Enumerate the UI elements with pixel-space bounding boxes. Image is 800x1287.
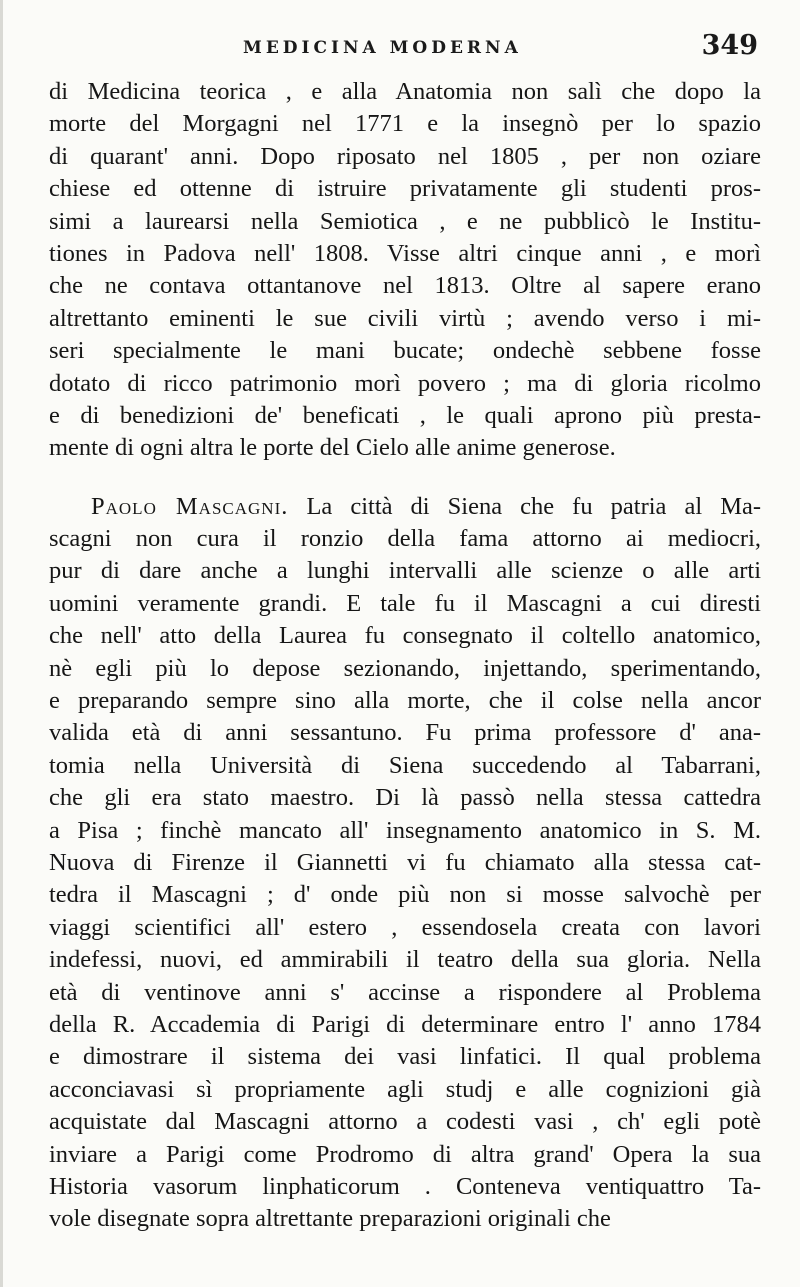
text-line: chiese ed ottenne di istruire privatamente gli studenti pros-: [49, 175, 761, 203]
text-line-first: [49, 491, 761, 523]
text-line: di quarant' anni. Dopo riposato nel 1805 , per non oziare: [49, 142, 761, 170]
text-line: a Pisa ; finchè mancato all' insegnamento anatomico in S. M.: [49, 816, 761, 844]
text-line: dotato di ricco patrimonio morì povero ; ma di gloria ricolmo: [49, 369, 761, 397]
text-line: simi a laurearsi nella Semiotica , e ne pubblicò le Institu-: [49, 207, 761, 235]
text-line: pur di dare anche a lunghi intervalli alle scienze o alle arti: [49, 557, 761, 585]
paragraph-gap: [49, 465, 761, 491]
text-line: valida età di anni sessantuno. Fu prima professore d' ana-: [49, 719, 761, 747]
text-line: che ne contava ottantanove nel 1813. Oltre al sapere erano: [49, 272, 761, 300]
text-line: tiones in Padova nell' 1808. Visse altri cinque anni , e morì: [49, 239, 761, 267]
text-line: viaggi scientifici all' estero , essendosela creata con lavori: [49, 913, 761, 941]
text-line: uomini veramente grandi. E tale fu il Mascagni a cui diresti: [49, 589, 761, 617]
text-line: altrettanto eminenti le sue civili virtù ; avendo verso i mi-: [49, 304, 761, 332]
page-number: 349: [701, 30, 758, 61]
paragraph-2: [49, 491, 761, 1236]
text-line: indefessi, nuovi, ed ammirabili il teatro della sua gloria. Nella: [49, 946, 761, 974]
text-line: inviare a Parigi come Prodromo di altra grand' Opera la sua: [49, 1140, 761, 1168]
section-heading: Paolo Mascagni.: [91, 492, 289, 520]
text-line: età di ventinove anni s' accinse a rispondere al Problema: [49, 978, 761, 1006]
text-line: morte del Morgagni nel 1771 e la insegnò per lo spazio: [49, 110, 761, 138]
text-line: e dimostrare il sistema dei vasi linfatici. Il qual problema: [49, 1043, 761, 1071]
text-line: tedra il Mascagni ; d' onde più non si mosse salvochè per: [49, 881, 761, 909]
text-line: e preparando sempre sino alla morte, che il colse nella ancor: [49, 687, 761, 715]
text-line: scagni non cura il ronzio della fama attorno ai mediocri,: [49, 525, 761, 553]
text-line: acquistate dal Mascagni attorno a codesti vasi , ch' egli potè: [49, 1108, 761, 1136]
page-header: [43, 30, 758, 66]
running-title: MEDICINA MODERNA: [243, 38, 522, 58]
paragraph-1: [49, 76, 761, 465]
text-line: Historia vasorum linphaticorum . Conteneva ventiquattro Ta-: [49, 1172, 761, 1200]
text-line: acconciavasi sì propriamente agli studj e alle cognizioni già: [49, 1075, 761, 1103]
text-line: che nell' atto della Laurea fu consegnato il coltello anatomico,: [49, 622, 761, 650]
text-line: e di benedizioni de' beneficati , le quali aprono più presta-: [49, 401, 761, 429]
heading-line-text: La città di Siena che fu patria al Ma-: [306, 492, 762, 520]
text-line: Nuova di Firenze il Giannetti vi fu chiamato alla stessa cat-: [49, 848, 761, 876]
text-line: seri specialmente le mani bucate; ondechè sebbene fosse: [49, 337, 761, 365]
text-line: tomia nella Università di Siena succedendo al Tabarrani,: [49, 751, 761, 779]
body-text: [49, 76, 761, 1236]
text-line: nè egli più lo depose sezionando, injettando, sperimentando,: [49, 654, 761, 682]
text-line: della R. Accademia di Parigi di determinare entro l' anno 1784: [49, 1010, 761, 1038]
text-line: di Medicina teorica , e alla Anatomia non salì che dopo la: [49, 78, 761, 105]
text-line: mente di ogni altra le porte del Cielo alle anime generose.: [49, 434, 616, 462]
text-line: che gli era stato maestro. Di là passò nella stessa cattedra: [49, 784, 761, 812]
text-line: vole disegnate sopra altrettante preparazioni originali che: [49, 1205, 611, 1233]
